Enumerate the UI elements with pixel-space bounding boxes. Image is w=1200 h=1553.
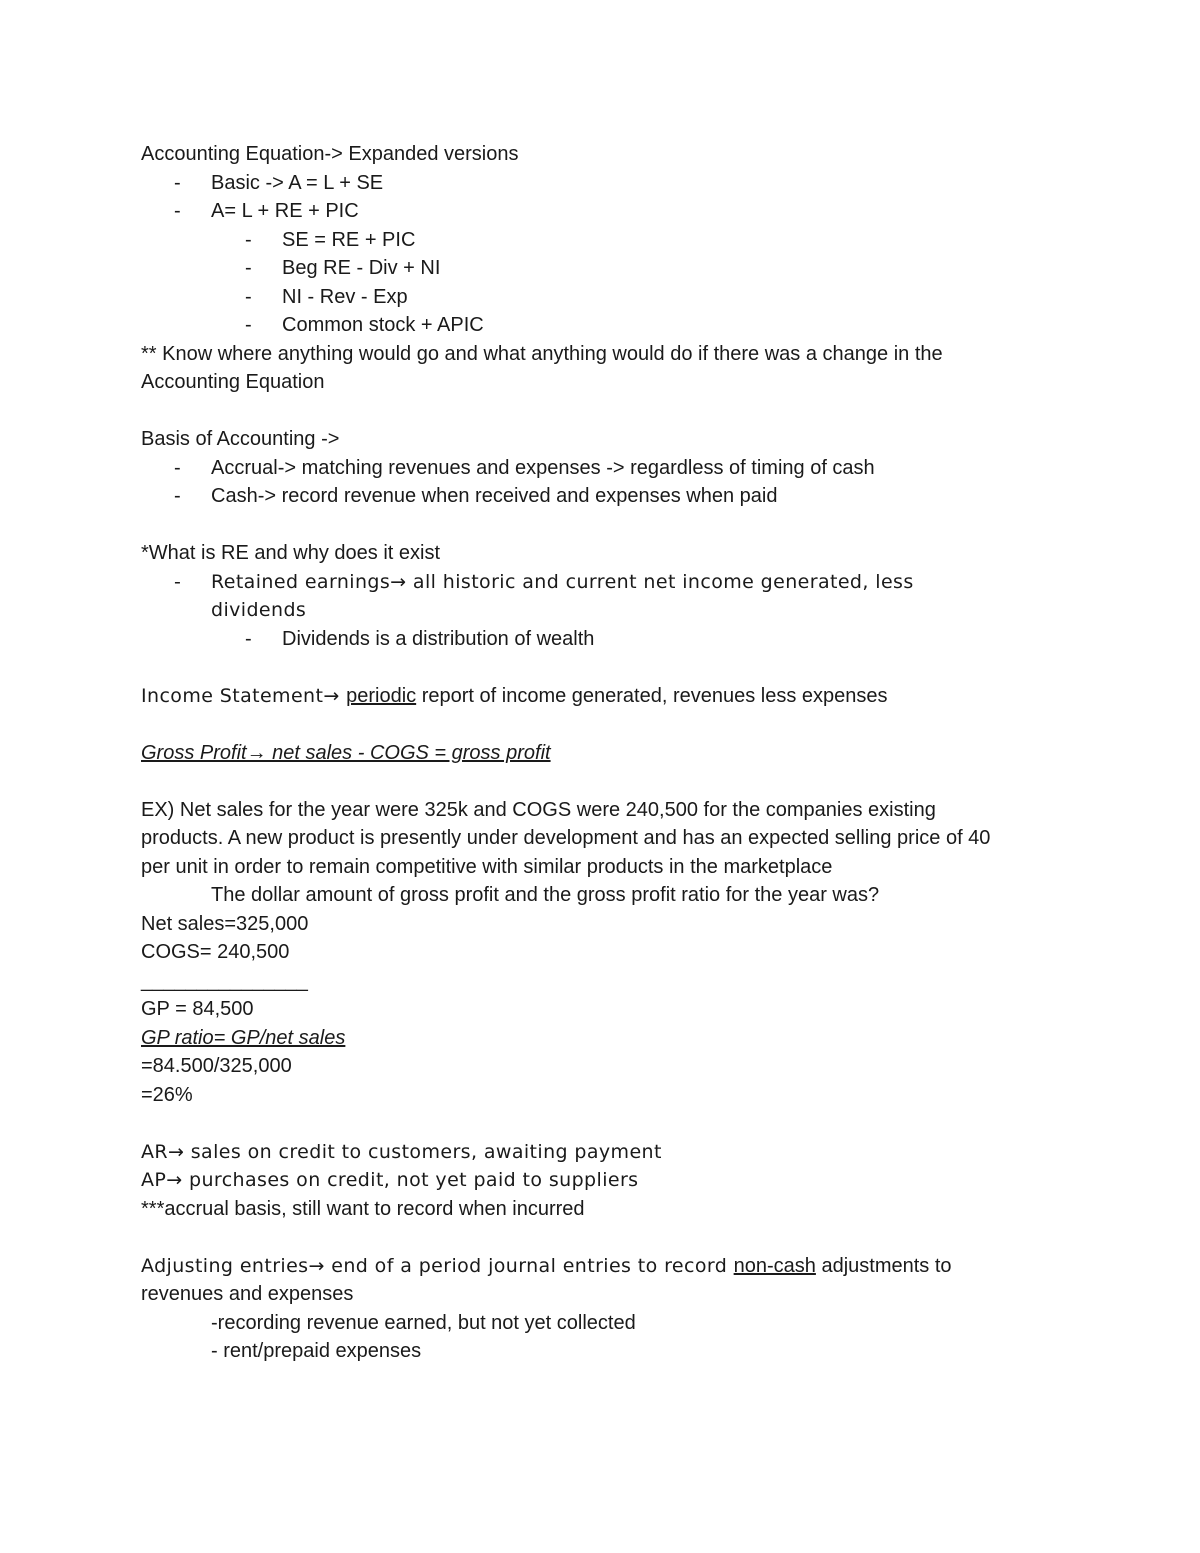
list-item: - A= L + RE + PIC: [141, 197, 1081, 226]
bullet-dash: -: [174, 570, 182, 593]
sum-rule: _______________: [141, 969, 308, 992]
bullet-dash: -: [245, 314, 252, 336]
sub-list-item: - SE = RE + PIC: [141, 226, 1081, 255]
blank-line: [141, 710, 1081, 739]
accrual-note: ***accrual basis, still want to record when incurred: [141, 1197, 585, 1220]
bullet-dash: -: [245, 257, 252, 279]
example-text: products. A new product is presently under development and has an expected selling price of 40: [141, 827, 991, 849]
blank-line: [141, 1223, 1081, 1252]
underlined-term: periodic: [346, 684, 417, 707]
income-statement-definition: Income Statement→ periodic report of income generated, revenues less expenses: [141, 684, 888, 707]
gp-line: GP = 84,500: [141, 998, 254, 1020]
section-title-accounting-equation: Accounting Equation-> Expanded versions: [141, 143, 519, 165]
blank-line: [141, 1109, 1081, 1138]
sub-list-item: - Dividends is a distribution of wealth: [141, 625, 1081, 654]
list-item-continuation: dividends: [211, 599, 307, 621]
list-item: - Accrual-> matching revenues and expenses -> regardless of timing of cash: [141, 454, 1081, 483]
underlined-term: non-cash: [733, 1254, 816, 1277]
adjusting-item: -recording revenue earned, but not yet collected: [211, 1311, 636, 1334]
document-page: [141, 140, 1081, 1366]
note-line: ** Know where anything would go and what anything would do if there was a change in the: [141, 342, 943, 365]
section-title-basis-of-accounting: Basis of Accounting ->: [141, 428, 340, 450]
net-sales-line: Net sales=325,000: [141, 912, 309, 935]
list-item: - Cash-> record revenue when received and expenses when paid: [141, 482, 1081, 511]
blank-line: [141, 511, 1081, 540]
gross-profit-formula: Gross Profit→ net sales - COGS = gross profit: [141, 741, 551, 764]
blank-line: [141, 397, 1081, 426]
sub-list-item: - NI - Rev - Exp: [141, 283, 1081, 312]
bullet-dash: -: [174, 485, 181, 507]
bullet-dash: -: [174, 456, 181, 479]
adjusting-entries-continuation: revenues and expenses: [141, 1283, 354, 1305]
section-title-retained-earnings: *What is RE and why does it exist: [141, 542, 441, 564]
bullet-dash: -: [245, 228, 252, 251]
example-text: EX) Net sales for the year were 325k and COGS were 240,500 for the companies existing: [141, 798, 936, 821]
sub-list-item: - Beg RE - Div + NI: [141, 254, 1081, 283]
list-item: - Basic -> A = L + SE: [141, 169, 1081, 198]
adjusting-entries-definition: Adjusting entries→ end of a period journal entries to record non-cash adjustments to: [141, 1254, 952, 1277]
bullet-dash: -: [245, 627, 252, 650]
ar-definition: AR→ sales on credit to customers, awaiting payment: [141, 1140, 662, 1163]
ap-definition: AP→ purchases on credit, not yet paid to suppliers: [141, 1169, 639, 1191]
bullet-dash: -: [245, 285, 252, 308]
sub-list-item: - Common stock + APIC: [141, 311, 1081, 340]
blank-line: [141, 767, 1081, 796]
result-line: =26%: [141, 1083, 193, 1106]
blank-line: [141, 653, 1081, 682]
bullet-dash: -: [174, 200, 181, 222]
example-text: per unit in order to remain competitive with similar products in the marketplace: [141, 855, 833, 878]
list-item: - Retained earnings→ all historic and current net income generated, less: [141, 568, 1081, 597]
cogs-line: COGS= 240,500: [141, 941, 290, 963]
calc-line: =84.500/325,000: [141, 1055, 292, 1077]
note-line: Accounting Equation: [141, 371, 325, 393]
bullet-dash: -: [174, 171, 181, 194]
adjusting-item: - rent/prepaid expenses: [211, 1340, 422, 1362]
gp-ratio-line: GP ratio= GP/net sales: [141, 1026, 346, 1049]
example-question: The dollar amount of gross profit and the gross profit ratio for the year was?: [211, 884, 880, 906]
